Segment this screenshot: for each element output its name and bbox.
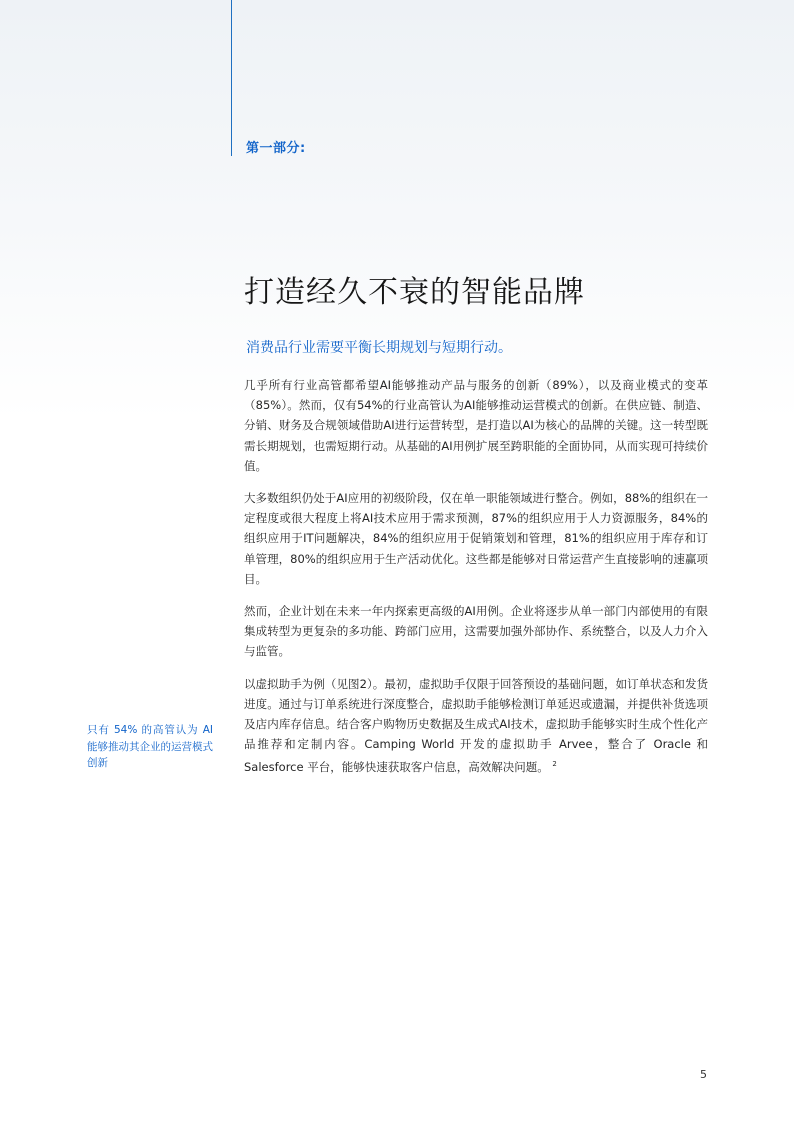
paragraph-3: 然而，企业计划在未来一年内探索更高级的AI用例。企业将逐步从单一部门内部使用的有限集成转型为更复杂的多功能、跨部门应用，这需要加强外部协作、系统整合，以及人力介入与监管。 — [244, 604, 708, 659]
footnote-reference[interactable]: 2 — [552, 760, 557, 769]
page-title: 打造经久不衰的智能品牌 — [244, 275, 585, 310]
paragraph-1: 几乎所有行业高管都希望AI能够推动产品与服务的创新（89%），以及商业模式的变革（85%）。然而，仅有54%的行业高管认为AI能够推动运营模式的创新。在供应链、制造、分销、财务及合规领域借助AI进行运营转型，是打造以AI为核心的品牌的关键。这一转型既需长期规划，也需短期行动。从基础的AI用例扩展至跨职能的全面协同，从而实现可持续价值。 — [244, 378, 708, 473]
section-divider-line — [231, 0, 232, 156]
paragraph-2: 大多数组织仍处于AI应用的初级阶段，仅在单一职能领域进行整合。例如，88%的组织在一定程度或很大程度上将AI技术应用于需求预测，87%的组织应用于人力资源服务，84%的组织应用于IT问题解决，84%的组织应用于促销策划和管理，81%的组织应用于库存和订单管理，80%的组织应用于生产活动优化。这些都是能够对日常运营产生直接影响的速赢项目。 — [244, 491, 708, 586]
section-label: 第一部分: — [246, 141, 306, 156]
body-text — [244, 375, 708, 789]
page-number: 5 — [700, 1068, 707, 1081]
paragraph-4-text: 以虚拟助手为例（见图2）。最初，虚拟助手仅限于回答预设的基础问题，如订单状态和发货进度。通过与订单系统进行深度整合，虚拟助手能够检测订单延迟或遗漏，并提供补货选项及店内库存信息。结合客户购物历史数据及生成式AI技术，虚拟助手能够实时生成个性化产品推荐和定制内容。Camping World 开发的虚拟助手 Arvee，整合了 Oracle 和 Salesforce 平台，能够快速获取客户信息，高效解决问题。 — [244, 676, 708, 775]
sidenote-callout: 只有 54% 的高管认为 AI 能够推动其企业的运营模式创新 — [87, 724, 213, 769]
paragraph-4 — [244, 674, 708, 778]
page-subtitle: 消费品行业需要平衡长期规划与短期行动。 — [246, 340, 512, 356]
